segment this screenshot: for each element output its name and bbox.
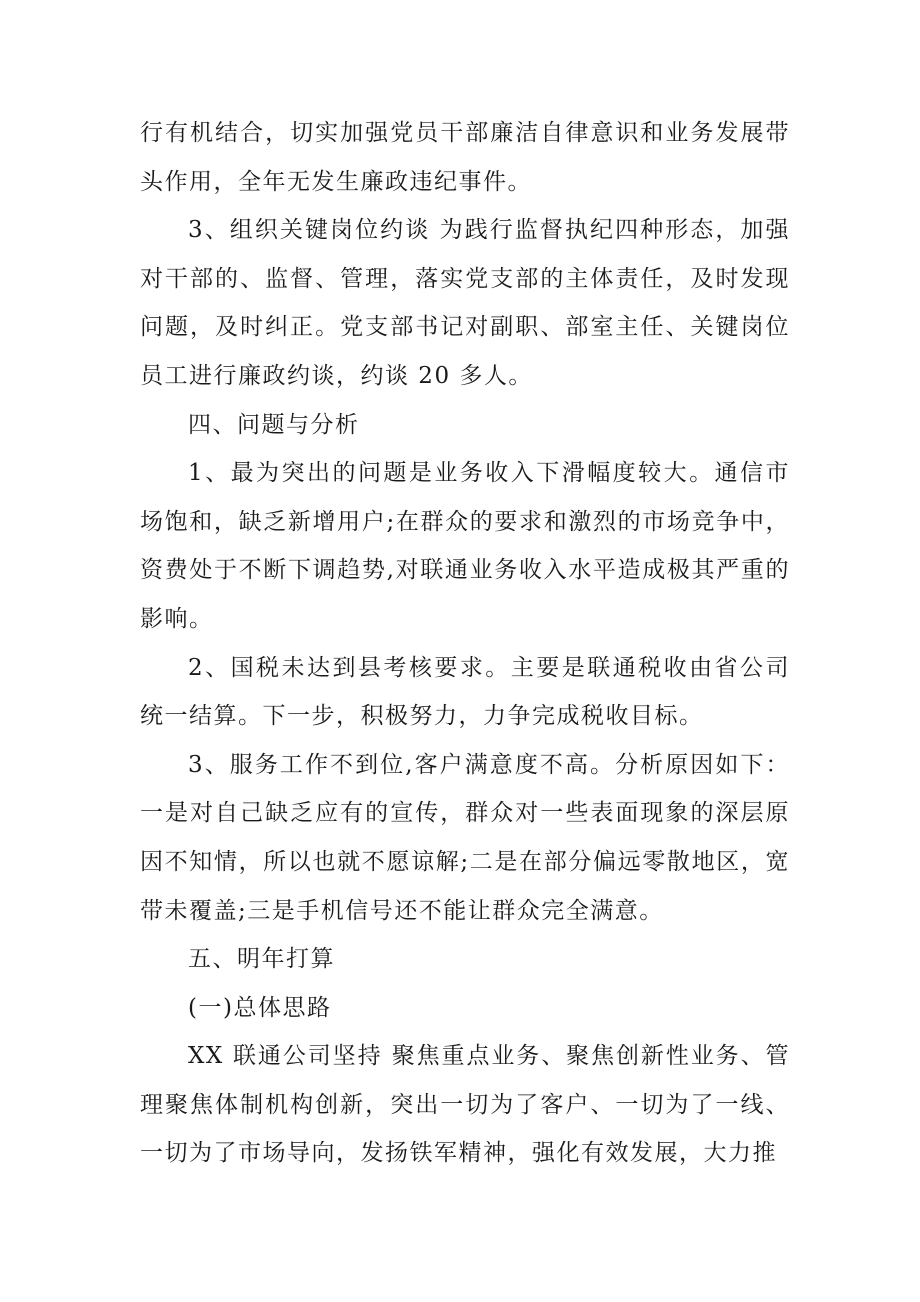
paragraph-overall-strategy: XX 联通公司坚持 聚焦重点业务、聚焦创新性业务、管理聚焦体制机构创新，突出一切为了客户、一切为了一线、一切为了市场导向，发扬铁军精神，强化有效发展，大力推 (140, 1043, 790, 1167)
paragraph-tax-target: 2、国税未达到县考核要求。主要是联通税收由省公司统一结算。下一步，积极努力，力争完成税收目标。 (140, 654, 790, 730)
section-heading-next-year: 五、明年打算 (188, 946, 335, 973)
subsection-heading-overall: (一)总体思路 (188, 994, 332, 1021)
paragraph-service-issues: 3、服务工作不到位,客户满意度不高。分析原因如下：一是对自己缺乏应有的宣传，群众对一些表面现象的深层原因不知情，所以也就不愿谅解;二是在部分偏远零散地区，宽带未覆盖;三是手机信号还不能让群众完全满意。 (140, 751, 790, 924)
paragraph-key-post-interview: 3、组织关键岗位约谈 为践行监督执纪四种形态，加强对干部的、监督、管理，落实党支部的主体责任，及时发现问题，及时纠正。党支部书记对副职、部室主任、关键岗位员工进行廉政约谈，约谈 20 多人。 (140, 217, 790, 389)
paragraph-continuation: 行有机结合，切实加强党员干部廉洁自律意识和业务发展带头作用，全年无发生廉政违纪事件。 (140, 120, 790, 195)
paragraph-revenue-decline: 1、最为突出的问题是业务收入下滑幅度较大。通信市场饱和，缺乏新增用户;在群众的要求和激烈的市场竞争中，资费处于不断下调趋势,对联通业务收入水平造成极其严重的影响。 (140, 460, 790, 632)
section-heading-problems: 四、问题与分析 (188, 411, 360, 438)
document-body (140, 109, 790, 1178)
